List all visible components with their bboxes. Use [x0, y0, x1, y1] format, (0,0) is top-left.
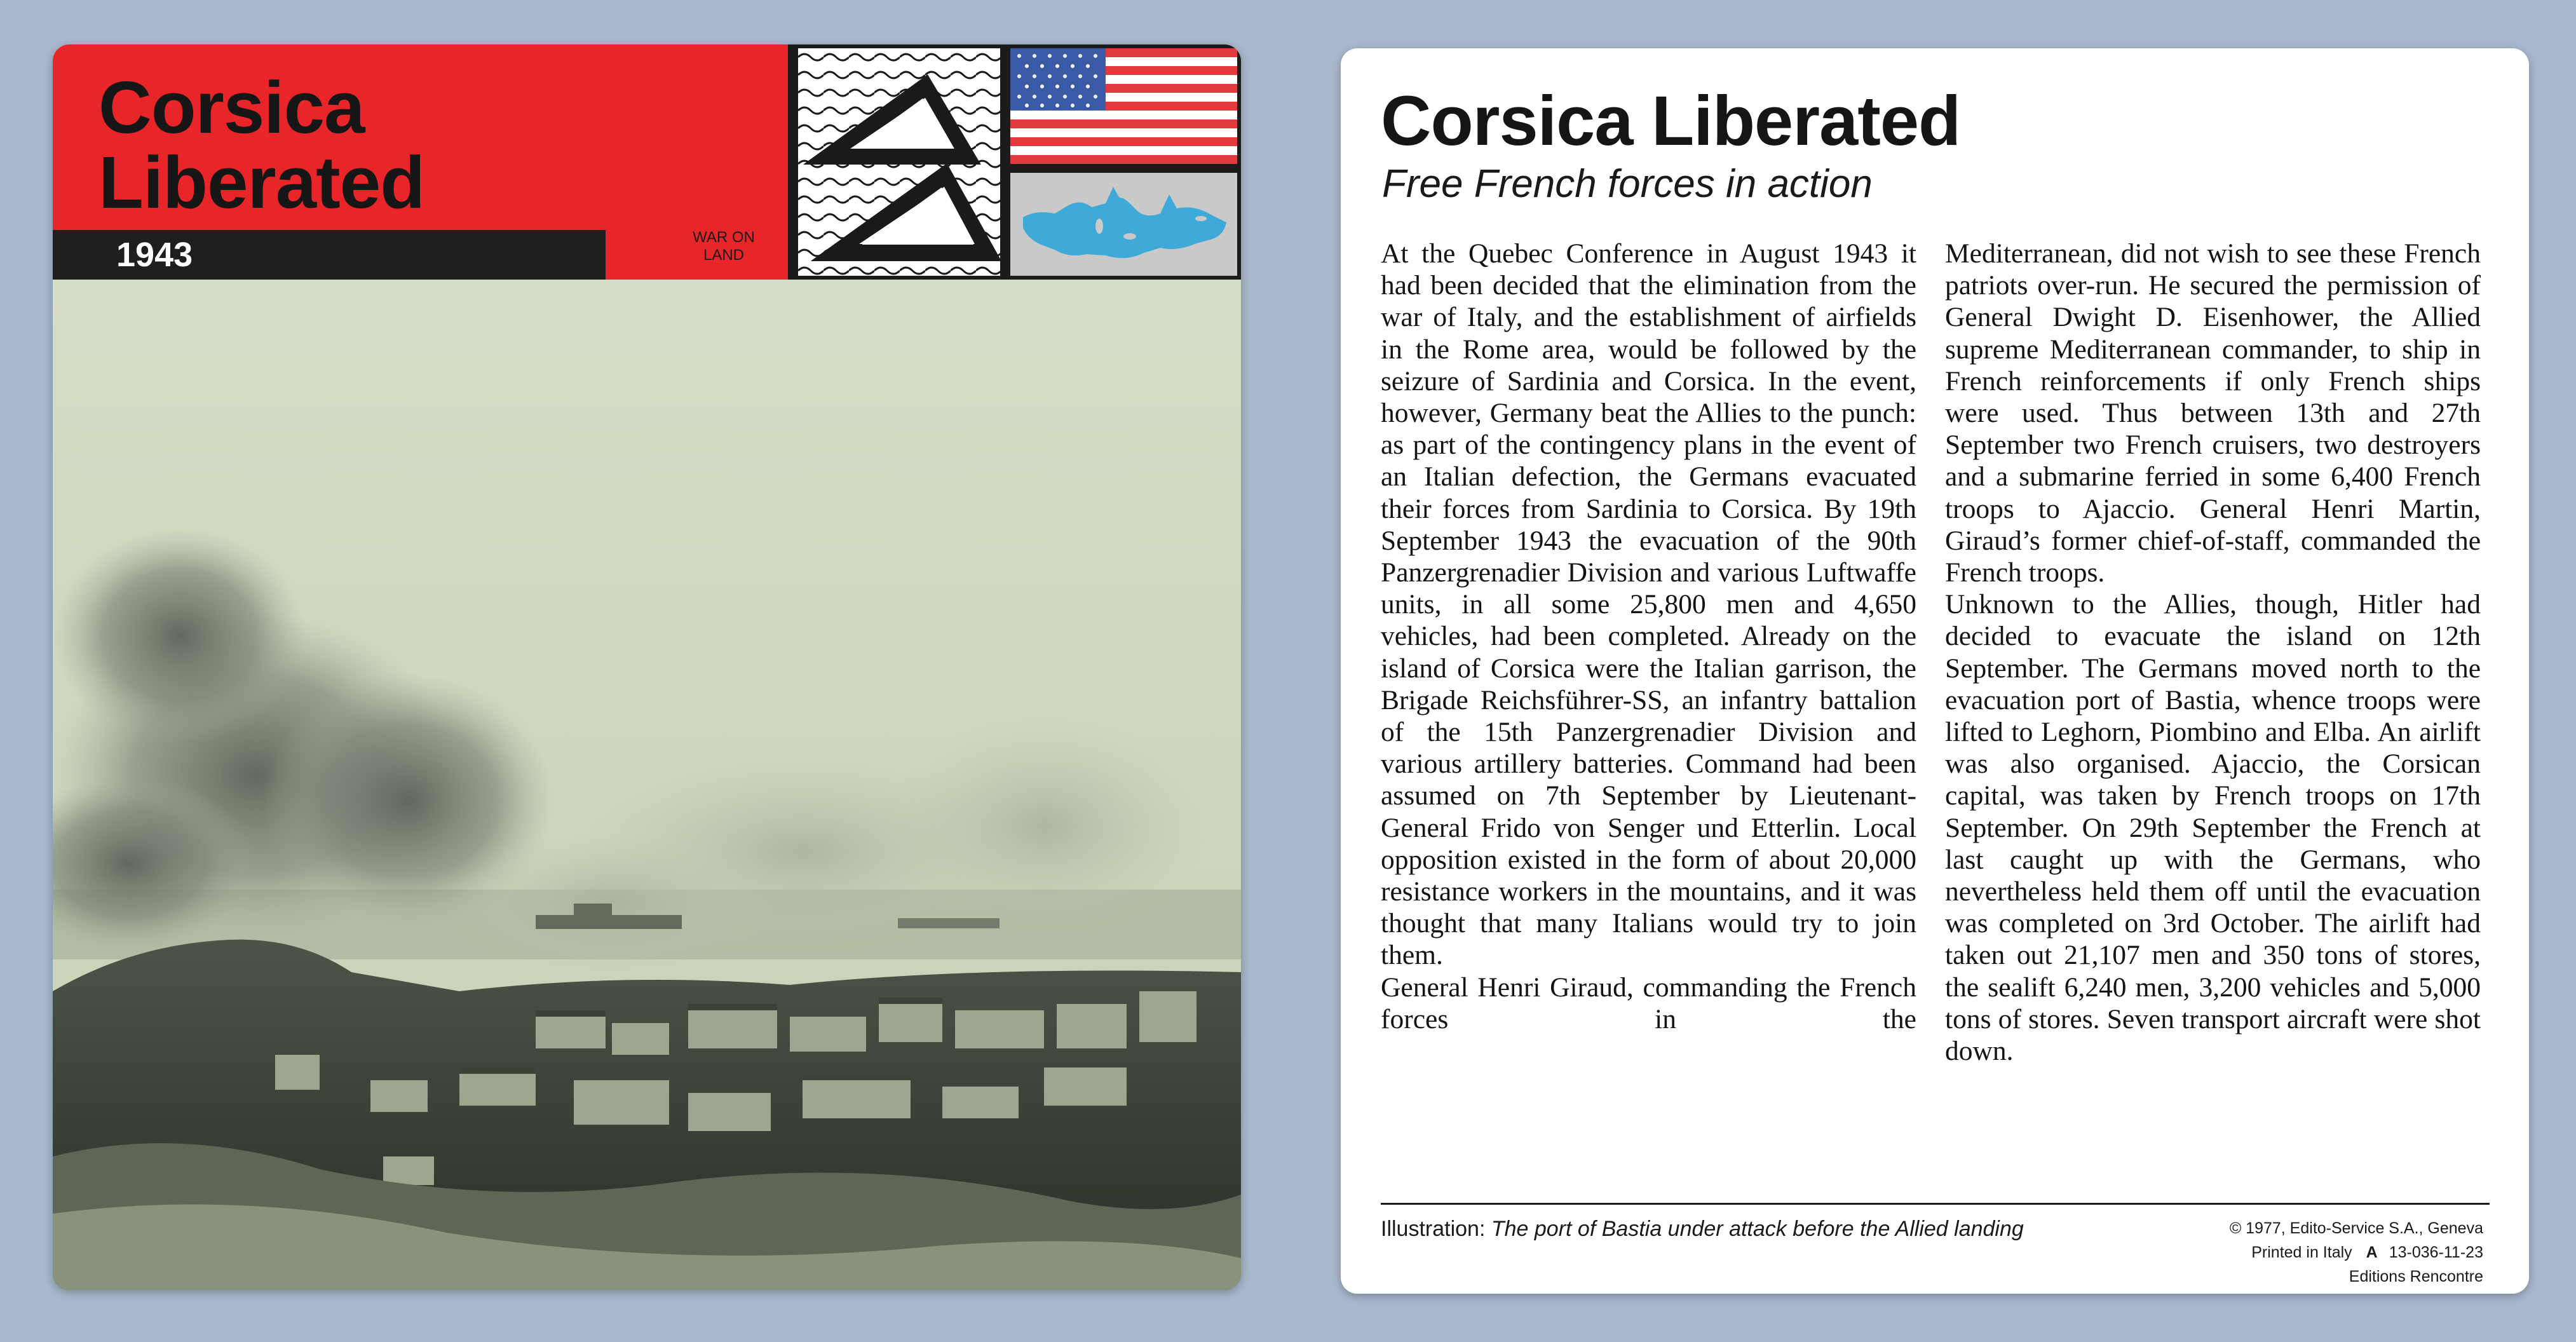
- printed-in: Printed in Italy: [2251, 1244, 2352, 1261]
- caption-text: The port of Bastia under attack before the Allied landing: [1491, 1217, 2024, 1241]
- paragraph: At the Quebec Conference in August 1943 it had been decided that the elimination from the war of Italy, and the establishment of airfields in the Rome area, would be followed by the seizure of Sardinia and Corsica. In the event, however, Germany beat the Allies to the punch: as part of the contingency plans in the event of an Italian defection, the Germans evacuated their forces from Sardinia to Corsica. By 19th September 1943 the evacuation of the 90th Panzergrenadier Division and various Luftwaffe units, in all some 25,800 men and 4,650 vehicles, had been completed. Already on the island of Corsica were the Italian garrison, the Brigade Reichsführer-SS, an infantry battalion of the 15th Panzergrenadier Division and various artillery batteries. Command had been assumed on 7th September by Lieutenant-General Frido von Senger und Etterlin. Local opposition existed in the form of about 20,000 resistance workers in the mountains, and it was thought that many Italians would try to join them.: [1381, 238, 1916, 971]
- paragraph: Mediterranean, did not wish to see these French patriots over-run. He secured the permission of General Dwight D. Eisenhower, the Allied supreme Mediterranean commander, to ship in French reinforcements if only French ships were used. Thus between 13th and 27th September two French cruisers, two destroyers and a submarine ferried in some 6,400 French troops to Ajaccio. General Henri Martin, Giraud’s former chief-of-staff, commanded the French troops.: [1945, 238, 2481, 588]
- publisher: Editions Rencontre: [2349, 1268, 2483, 1285]
- series-letter: A: [2366, 1244, 2378, 1261]
- front-header: [53, 44, 788, 280]
- back-title: Corsica Liberated: [1381, 82, 1961, 160]
- paragraph: Unknown to the Allies, though, Hitler had decided to evacuate the island on 12th September. The Germans moved north to the evacuation port of Bastia, whence troops were lifted to Leghorn, Piombino and Elba. An airlift was also organised. Ajaccio, the Corsican capital, was taken by French troops on 17th September. On 29th September the French at last caught up with the Germans, who nevertheless held them off until the evacuation was completed on 3rd October. The airlift had taken out 21,107 men and 350 tons of stores, the sealift 6,240 men, 3,200 vehicles and 5,000 tons of stores. Seven transport aircraft were shot down.: [1945, 589, 2481, 1067]
- front-title: Corsica Liberated: [98, 66, 425, 224]
- copyright-line: © 1977, Edito-Service S.A., Geneva: [2229, 1219, 2483, 1237]
- bastia-port-under-attack-photo: [53, 280, 1241, 1290]
- icon-panel: [788, 44, 1241, 280]
- us-flag-icon: [1010, 48, 1237, 164]
- back-subtitle: Free French forces in action: [1382, 162, 1873, 206]
- year-label: 1943: [116, 236, 193, 274]
- illustration-caption: [1381, 1214, 2131, 1244]
- category-label: WAR ON LAND: [693, 229, 755, 264]
- year-bar: [53, 230, 606, 280]
- text-column-left: [1381, 238, 1916, 1035]
- sea-triangles-icon: [798, 48, 1000, 276]
- card-back: [1341, 48, 2529, 1294]
- paragraph: General Henri Giraud, commanding the French forces in the: [1381, 972, 1916, 1034]
- mediterranean-map-icon: [1010, 173, 1237, 276]
- footer-divider: [1381, 1203, 2490, 1205]
- card-code: 13-036-11-23: [2389, 1244, 2483, 1261]
- print-info: [2153, 1240, 2483, 1264]
- card-front: [53, 44, 1241, 1290]
- copyright-block: [2153, 1216, 2483, 1289]
- text-column-right: [1945, 238, 2481, 1067]
- caption-label: Illustration:: [1381, 1217, 1491, 1241]
